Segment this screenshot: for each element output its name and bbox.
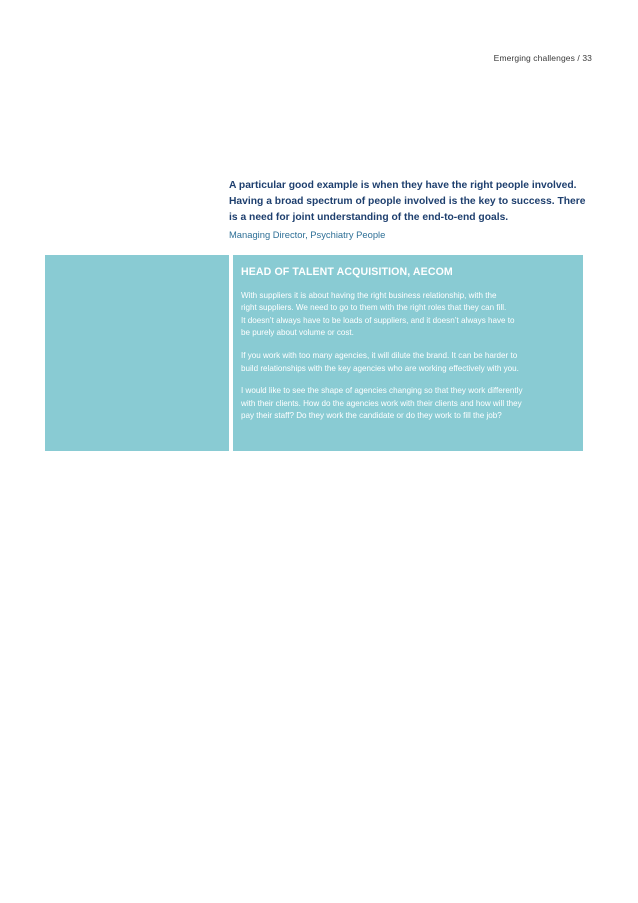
panel-paragraph — [241, 385, 571, 422]
panel-paragraph — [241, 290, 571, 340]
panel-line: If you work with too many agencies, it will dilute the brand. It can be harder to — [241, 351, 518, 361]
panel-line: build relationships with the key agencies who are working effectively with you. — [241, 363, 519, 373]
panel-line: with their clients. How do the agencies work with their clients and how will they — [241, 398, 522, 408]
quote-line: Having a broad spectrum of people involved is the key to success. There — [229, 196, 586, 207]
panel-line: be purely about volume or cost. — [241, 328, 354, 338]
quote-line: A particular good example is when they have the right people involved. — [229, 180, 577, 191]
quote-line: is a need for joint understanding of the end-to-end goals. — [229, 212, 509, 223]
running-header: Emerging challenges / 33 — [493, 53, 592, 63]
panel-line: right suppliers. We need to go to them with the right roles that they can fill. — [241, 303, 507, 313]
quote-text — [229, 178, 586, 226]
panel-line: pay their staff? Do they work the candidate or do they work to fill the job? — [241, 411, 502, 421]
quote-attribution: Managing Director, Psychiatry People — [229, 229, 386, 240]
panel-line: With suppliers it is about having the right business relationship, with the — [241, 291, 497, 300]
panel-line: I would like to see the shape of agencies changing so that they work differently — [241, 386, 523, 396]
pull-quote — [229, 178, 586, 242]
case-study-panel — [233, 255, 583, 451]
panel-line: It doesn’t always have to be loads of suppliers, and it doesn’t always have to — [241, 315, 515, 325]
panel-paragraph — [241, 350, 571, 375]
panel-heading: HEAD OF TALENT ACQUISITION, AECOM — [241, 266, 453, 278]
panel-side-block — [45, 255, 229, 451]
